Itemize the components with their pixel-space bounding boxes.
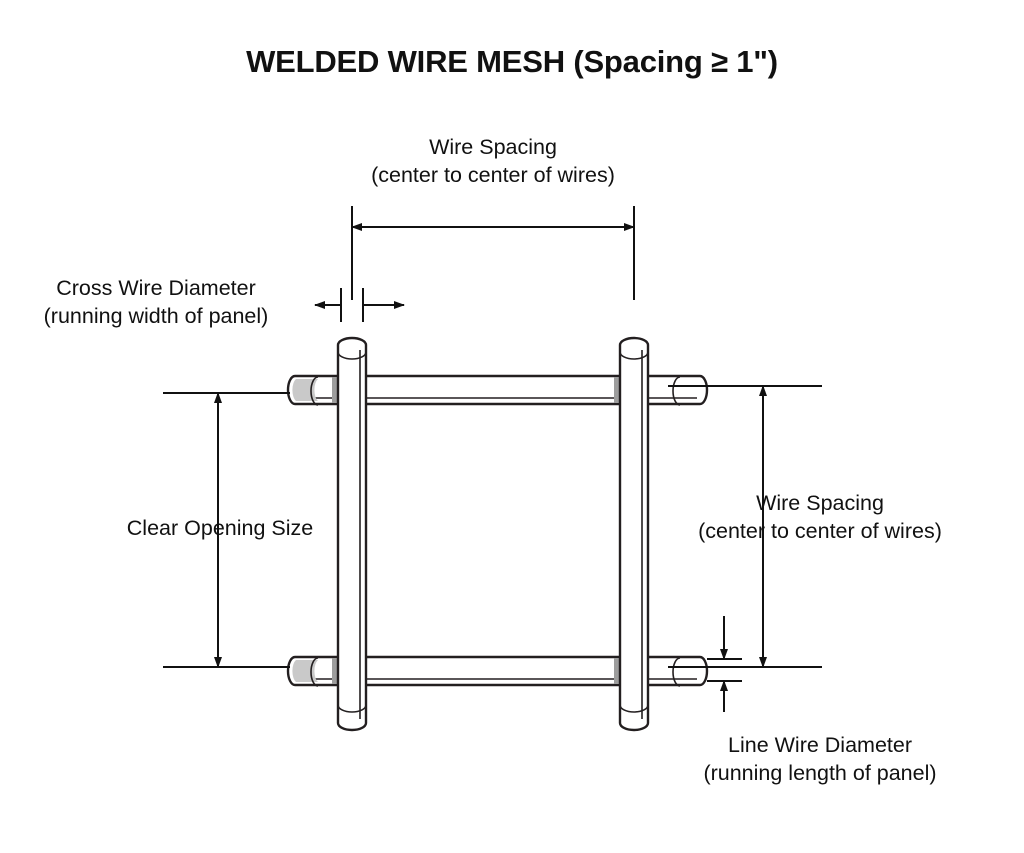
label-line-wire-diameter-line1: Line Wire Diameter [728, 733, 912, 757]
label-wire-spacing-top-line1: Wire Spacing [429, 135, 557, 159]
label-wire-spacing-right-line2: (center to center of wires) [698, 519, 942, 543]
label-clear-opening-size [65, 514, 375, 542]
label-cross-wire-diameter [12, 274, 300, 330]
label-wire-spacing-top [333, 133, 653, 189]
dimension-line-wire-diameter [707, 616, 742, 712]
line-wire-right [620, 338, 648, 730]
page-title: WELDED WIRE MESH (Spacing ≥ 1") [246, 44, 778, 79]
dimension-cross-wire-diameter [315, 288, 404, 322]
label-clear-opening-size-line1: Clear Opening Size [126, 516, 314, 540]
label-line-wire-diameter [660, 731, 980, 787]
dimension-wire-spacing-top [352, 206, 634, 300]
label-cross-wire-diameter-line2: (running width of panel) [43, 304, 269, 328]
label-wire-spacing-right-line1: Wire Spacing [756, 491, 884, 515]
label-line-wire-diameter-line2: (running length of panel) [703, 761, 937, 785]
label-wire-spacing-right [660, 489, 980, 545]
label-wire-spacing-top-line2: (center to center of wires) [371, 163, 615, 187]
label-cross-wire-diameter-line1: Cross Wire Diameter [56, 276, 256, 300]
